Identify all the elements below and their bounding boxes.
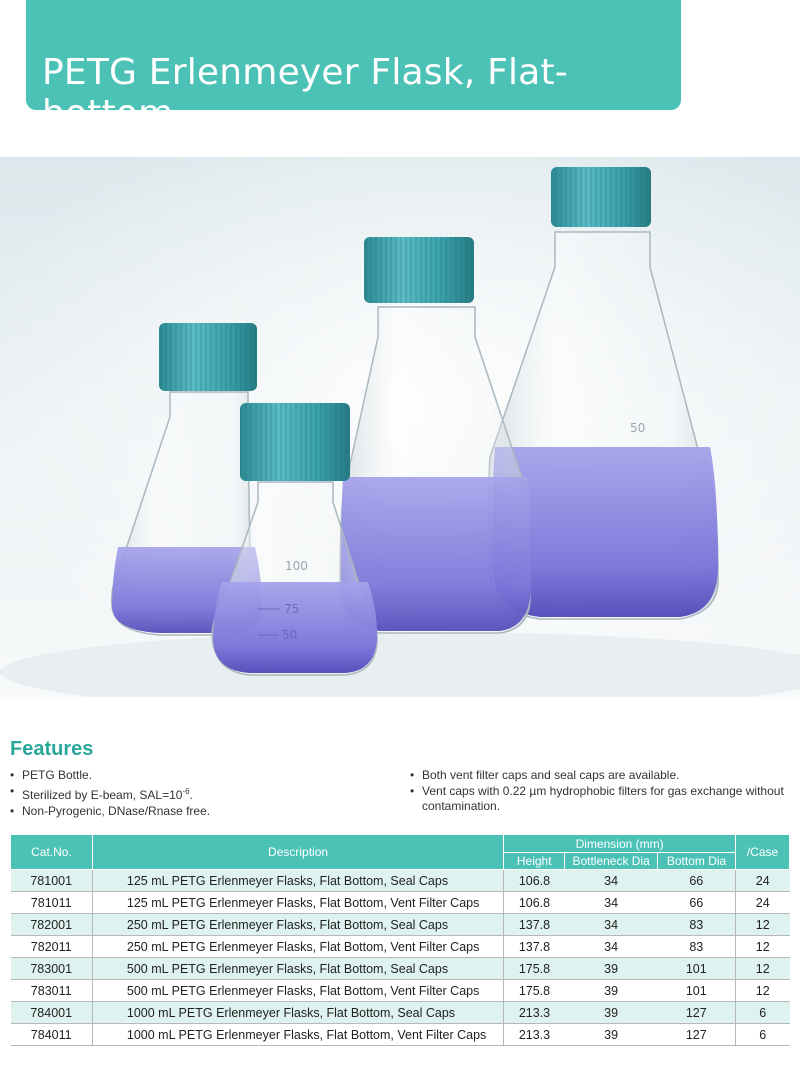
flask-125-mark-50: 50 — [282, 628, 298, 642]
cell-bottom-dia: 66 — [658, 870, 736, 892]
cell-case: 12 — [736, 980, 790, 1002]
cell-case: 6 — [736, 1024, 790, 1046]
feature-item: • Vent caps with 0.22 µm hydrophobic filters for gas exchange without contamination. — [410, 784, 795, 814]
table-row — [11, 892, 790, 914]
features-heading: Features — [10, 738, 94, 760]
feature-item: • Sterilized by E-beam, $SAL=10^{-6}$. — [10, 784, 390, 803]
cell-description: 500 mL PETG Erlenmeyer Flasks, Flat Bottom, Vent Filter Caps — [92, 980, 503, 1002]
table-row — [11, 936, 790, 958]
cell-bottom-dia: 101 — [658, 958, 736, 980]
cell-height: 137.8 — [504, 914, 565, 936]
cell-height: 106.8 — [504, 892, 565, 914]
flask-125-mark-100: 100 — [285, 559, 308, 573]
cell-bottleneck-dia: 34 — [565, 870, 658, 892]
title-banner — [26, 0, 681, 134]
cell-cat-no: 783011 — [11, 980, 93, 1002]
cell-cat-no: 782001 — [11, 914, 93, 936]
cell-description: 500 mL PETG Erlenmeyer Flasks, Flat Bottom, Seal Caps — [92, 958, 503, 980]
cell-case: 24 — [736, 870, 790, 892]
cell-cat-no: 781011 — [11, 892, 93, 914]
header-description: Description — [92, 835, 503, 870]
cell-cat-no: 782011 — [11, 936, 93, 958]
cell-bottleneck-dia: 34 — [565, 914, 658, 936]
cell-height: 106.8 — [504, 870, 565, 892]
cell-case: 12 — [736, 958, 790, 980]
table-row — [11, 1002, 790, 1024]
cell-bottom-dia: 83 — [658, 936, 736, 958]
cell-cat-no: 784001 — [11, 1002, 93, 1024]
cell-height: 137.8 — [504, 936, 565, 958]
feature-item: • Both vent filter caps and seal caps are available. — [410, 768, 795, 783]
header-case: /Case — [736, 835, 790, 870]
cell-case: 12 — [736, 936, 790, 958]
feature-item: • PETG Bottle. — [10, 768, 390, 783]
flask-1000-mark: 50 — [630, 421, 646, 435]
cell-description: 250 mL PETG Erlenmeyer Flasks, Flat Bottom, Seal Caps — [92, 914, 503, 936]
product-photo — [0, 157, 800, 697]
cell-description: 250 mL PETG Erlenmeyer Flasks, Flat Bottom, Vent Filter Caps — [92, 936, 503, 958]
header-height: Height — [504, 853, 565, 870]
cell-bottleneck-dia: 34 — [565, 892, 658, 914]
cell-bottleneck-dia: 39 — [565, 958, 658, 980]
spec-table — [10, 834, 790, 1046]
header-bottleneck-dia: Bottleneck Dia — [565, 853, 658, 870]
header-dimension: Dimension (mm) — [504, 835, 736, 853]
cell-bottleneck-dia: 34 — [565, 936, 658, 958]
cell-height: 175.8 — [504, 958, 565, 980]
cell-bottom-dia: 101 — [658, 980, 736, 1002]
cell-height: 175.8 — [504, 980, 565, 1002]
cell-bottleneck-dia: 39 — [565, 1002, 658, 1024]
cell-cat-no: 783001 — [11, 958, 93, 980]
cell-cat-no: 781001 — [11, 870, 93, 892]
cell-description: 1000 mL PETG Erlenmeyer Flasks, Flat Bottom, Seal Caps — [92, 1002, 503, 1024]
flask-125-mark-75: 75 — [284, 602, 300, 616]
table-row — [11, 1024, 790, 1046]
cell-bottom-dia: 66 — [658, 892, 736, 914]
header-bottom-dia: Bottom Dia — [658, 853, 736, 870]
cell-case: 24 — [736, 892, 790, 914]
cell-description: 125 mL PETG Erlenmeyer Flasks, Flat Bottom, Vent Filter Caps — [92, 892, 503, 914]
cell-cat-no: 784011 — [11, 1024, 93, 1046]
features-list-right — [410, 768, 795, 815]
cell-height: 213.3 — [504, 1002, 565, 1024]
table-row — [11, 958, 790, 980]
cell-bottleneck-dia: 39 — [565, 980, 658, 1002]
table-row — [11, 980, 790, 1002]
table-row — [11, 870, 790, 892]
cell-bottom-dia: 127 — [658, 1024, 736, 1046]
table-row — [11, 914, 790, 936]
header-cat-no: Cat.No. — [11, 835, 93, 870]
cell-bottleneck-dia: 39 — [565, 1024, 658, 1046]
cell-description: 125 mL PETG Erlenmeyer Flasks, Flat Bottom, Seal Caps — [92, 870, 503, 892]
cell-bottom-dia: 127 — [658, 1002, 736, 1024]
cell-case: 6 — [736, 1002, 790, 1024]
features-list-left — [10, 768, 390, 820]
cell-description: 1000 mL PETG Erlenmeyer Flasks, Flat Bottom, Vent Filter Caps — [92, 1024, 503, 1046]
cell-bottom-dia: 83 — [658, 914, 736, 936]
cell-case: 12 — [736, 914, 790, 936]
cell-height: 213.3 — [504, 1024, 565, 1046]
feature-item: • Non-Pyrogenic, DNase/Rnase free. — [10, 804, 390, 819]
page-title: PETG Erlenmeyer Flask, Flat-bottom — [42, 52, 568, 134]
